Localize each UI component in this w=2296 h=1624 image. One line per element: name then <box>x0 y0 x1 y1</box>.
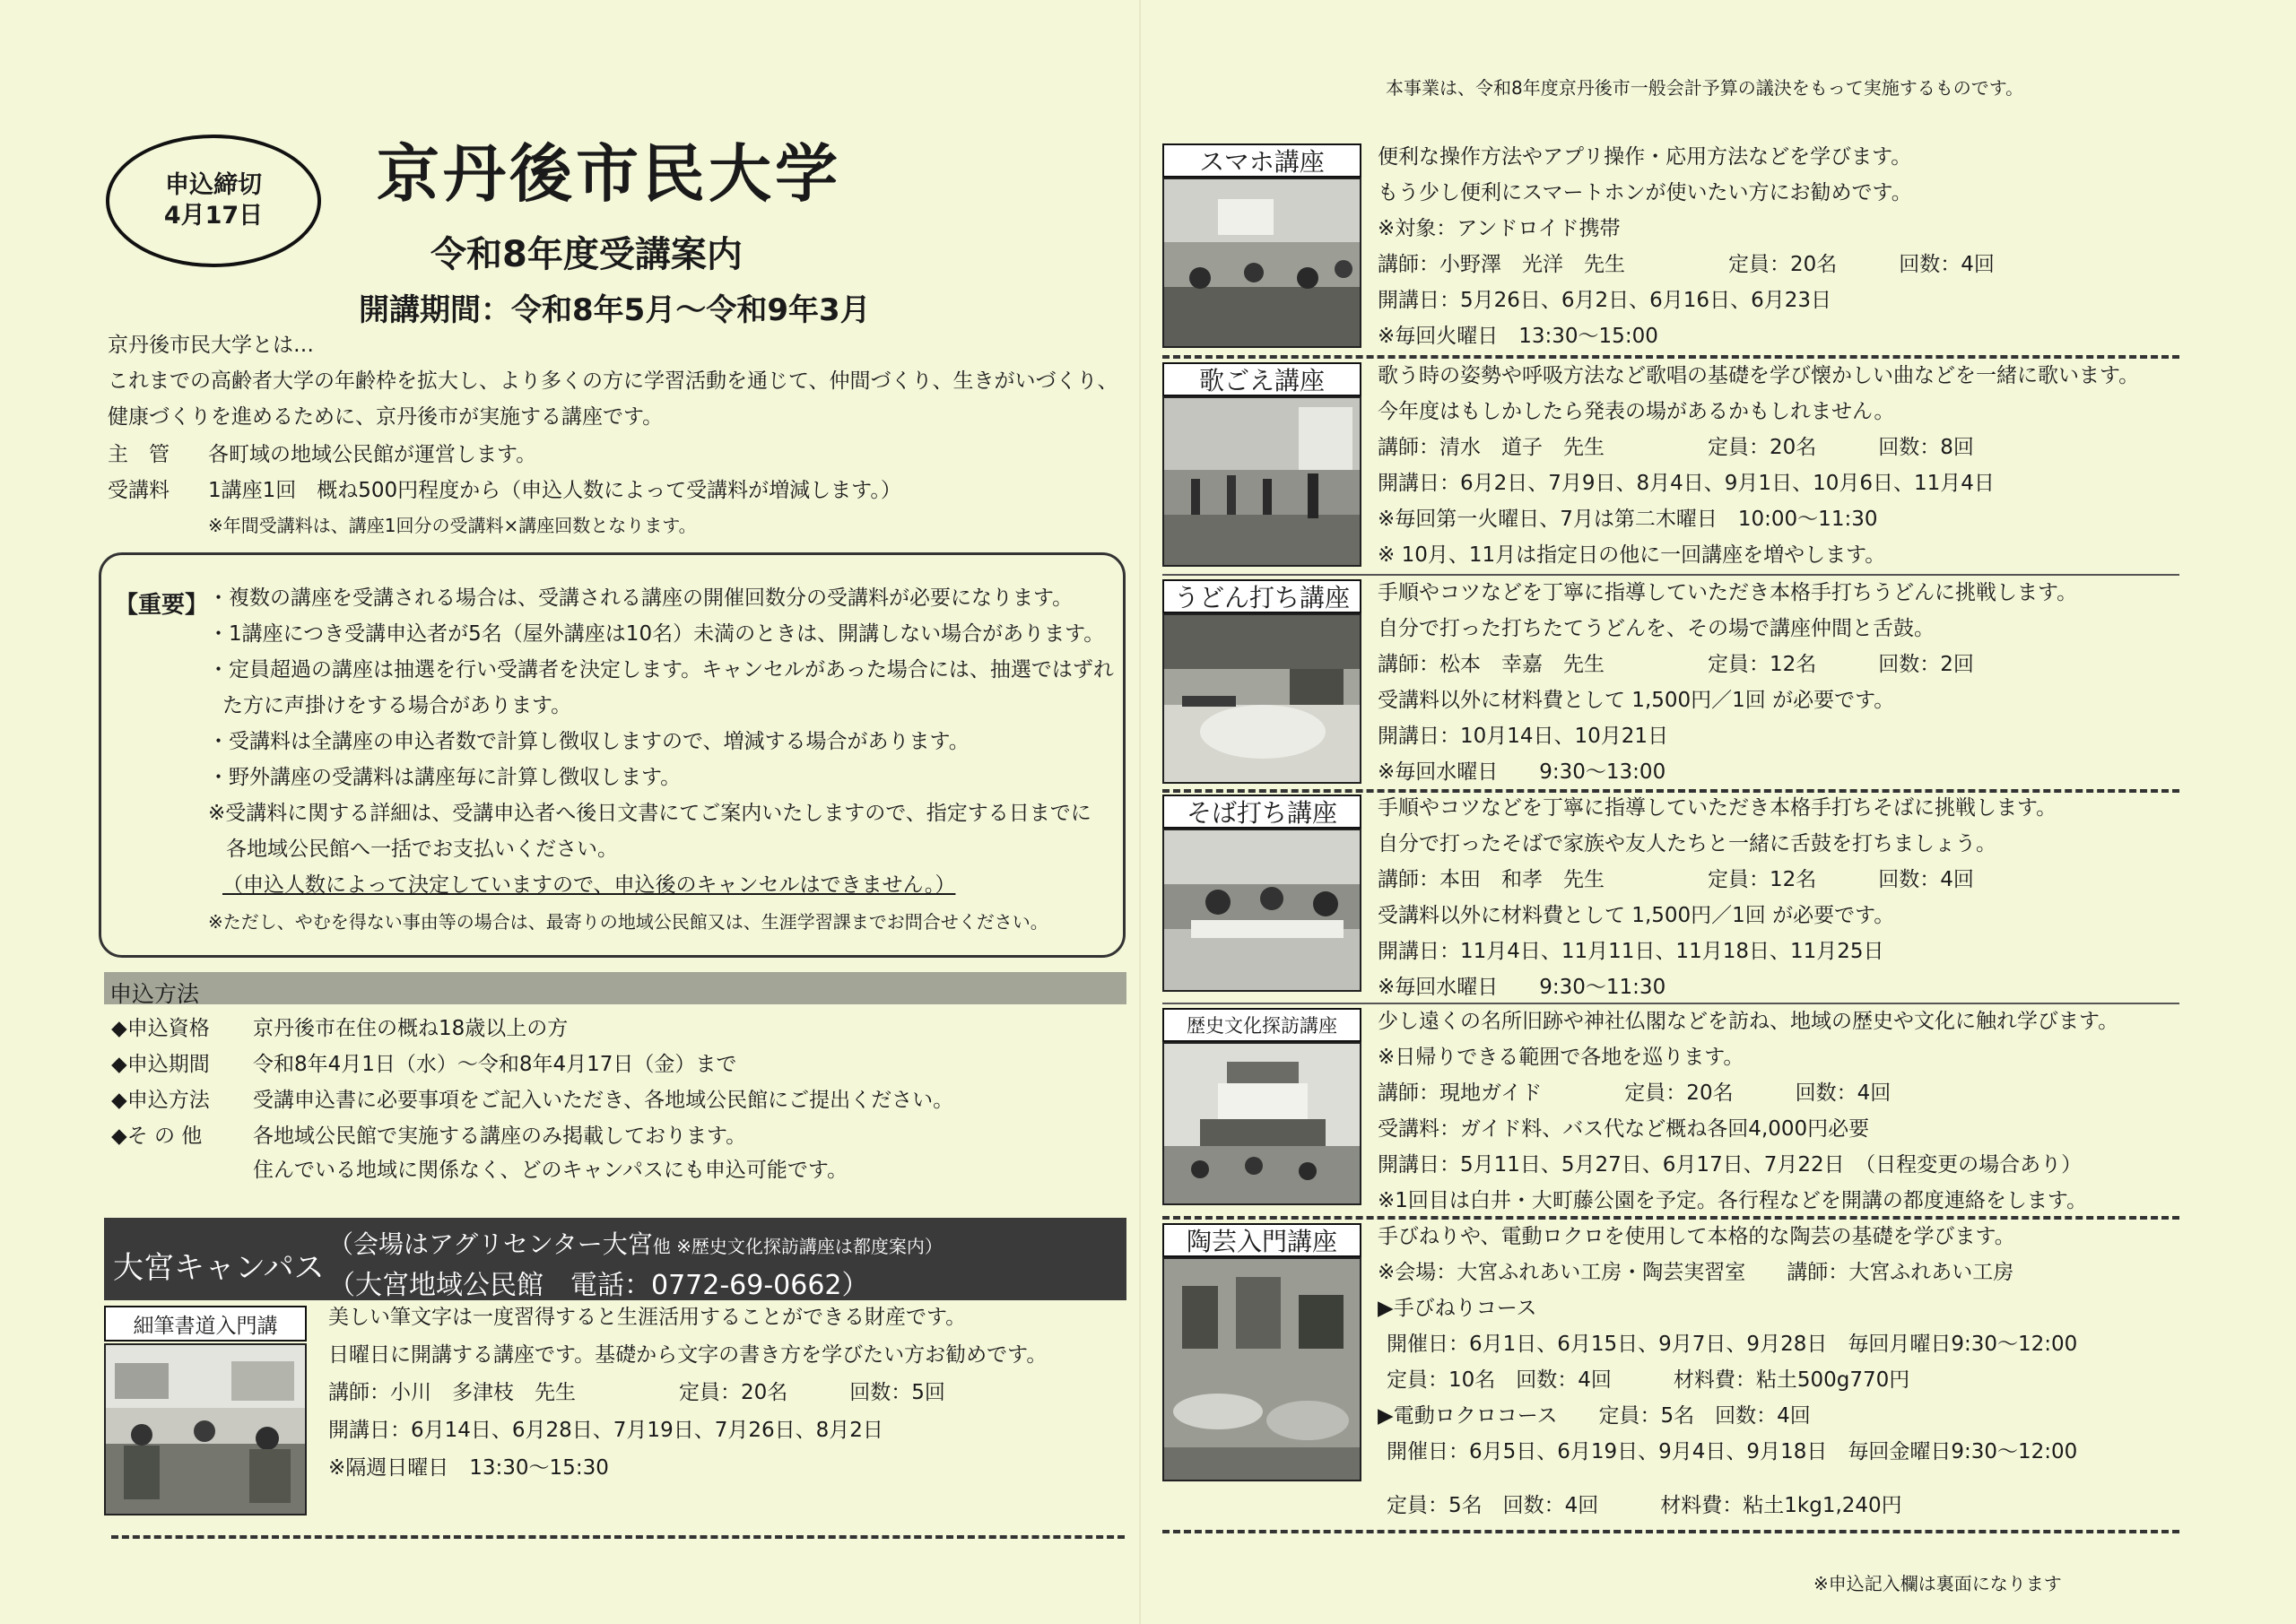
course-line: 手順やコツなどを丁寧に指導していただき本格手打ちうどんに挑戦します。 <box>1378 581 2078 604</box>
course-line: 開催日：6月5日、6月19日、9月4日、9月18日 毎回金曜日9:30～12:00 <box>1387 1440 2078 1463</box>
course-line: ▶電動ロクロコース 定員：5名 回数：4回 <box>1378 1404 1811 1428</box>
course-line: 講師：小野澤 光洋 先生 定員：20名 回数：4回 <box>1378 253 1995 276</box>
divider <box>1162 1003 2179 1004</box>
host-label: 主 管 <box>108 443 170 466</box>
soba-photo <box>1162 829 1361 992</box>
important-item: ・1講座につき受講申込者が5名（屋外講座は10名）未満のときは、開講しない場合があります。 <box>208 622 1105 646</box>
udon-photo <box>1162 613 1361 784</box>
course-line: 少し遠くの名所旧跡や神社仏閣などを訪ね、地域の歴史や文化に触れ学びます。 <box>1378 1010 2119 1033</box>
apply-bar <box>104 972 1126 1007</box>
course-title: 陶芸入門講座 <box>1162 1223 1361 1257</box>
campus-venue-text: （会場はアグリセンター大宮 <box>328 1229 653 1259</box>
course-line: 開講日：6月2日、7月9日、8月4日、9月1日、10月6日、11月4日 <box>1378 472 1995 495</box>
course-line: 手順やコツなどを丁寧に指導していただき本格手打ちそばに挑戦します。 <box>1378 796 2057 820</box>
important-item: ※ただし、やむを得ない事由等の場合は、最寄りの地域公民館又は、生涯学習課までお問合せください。 <box>208 911 1048 933</box>
page-title: 京丹後市民大学 <box>377 137 841 211</box>
course-line: 日曜日に開講する講座です。基礎から文字の書き方を学びたい方お勧めです。 <box>328 1343 1048 1367</box>
course-line: 講師：清水 道子 先生 定員：20名 回数：8回 <box>1378 436 1974 459</box>
course-line: 講師：本田 和孝 先生 定員：12名 回数：4回 <box>1378 868 1974 891</box>
campus-name: 大宮キャンパス <box>113 1250 325 1286</box>
course-line: ※毎回水曜日 9:30～13:00 <box>1378 760 1666 784</box>
important-item: ・複数の講座を受講される場合は、受講される講座の開催回数分の受講料が必要になります。 <box>208 586 1074 610</box>
course-title: そば打ち講座 <box>1162 795 1361 829</box>
course-title: うどん打ち講座 <box>1162 579 1361 613</box>
calligraphy-photo <box>104 1343 307 1515</box>
castle-photo <box>1162 1042 1361 1205</box>
course-line: 自分で打った打ちたてうどんを、その場で講座仲間と舌鼓。 <box>1378 617 1935 640</box>
course-title: 歌ごえ講座 <box>1162 362 1361 396</box>
course-line: 開講日：5月26日、6月2日、6月16日、6月23日 <box>1378 289 1831 312</box>
course-line: 美しい筆文字は一度習得すると生涯活用することができる財産です。 <box>328 1306 967 1329</box>
apply-extra: 住んでいる地域に関係なく、どのキャンパスにも申込可能です。 <box>253 1159 848 1182</box>
deadline-date: 4月17日 <box>163 202 264 230</box>
divider <box>111 1535 1125 1539</box>
course-line: ※ 10月、11月は指定日の他に一回講座を増やします。 <box>1378 543 1886 567</box>
course-line: ※隔週日曜日 13:30～15:30 <box>328 1456 609 1480</box>
course-line: 定員：5名 回数：4回 材料費：粘土1kg1,240円 <box>1387 1494 1902 1517</box>
host-value: 各町域の地域公民館が運営します。 <box>208 443 537 466</box>
course-line: ▶手びねりコース <box>1378 1297 1537 1320</box>
course-line: 受講料以外に材料費として 1,500円／1回 が必要です。 <box>1378 904 1895 927</box>
course-line: 開講日：6月14日、6月28日、7月19日、7月26日、8月2日 <box>328 1419 883 1442</box>
course-line: 自分で打ったそばで家族や友人たちと一緒に舌鼓を打ちましょう。 <box>1378 832 1996 855</box>
fee-value: 1講座1回 概ね500円程度から（申込人数によって受講料が増減します。） <box>208 479 901 502</box>
course-line: 開講日：5月11日、5月27日、6月17日、7月22日 （日程変更の場合あり） <box>1378 1153 2083 1177</box>
course-line: 歌う時の姿勢や呼吸方法など歌唱の基礎を学び懐かしい曲などを一緒に歌います。 <box>1378 364 2140 387</box>
fee-note: ※年間受講料は、講座1回分の受講料×講座回数となります。 <box>208 515 697 536</box>
course-line: 受講料：ガイド料、バス代など概ね各回4,000円必要 <box>1378 1117 1870 1141</box>
important-item: 各地域公民館へ一括でお支払いください。 <box>226 838 618 861</box>
budget-note: 本事業は、令和8年度京丹後市一般会計予算の議決をもって実施するものです。 <box>1386 77 2024 99</box>
important-item: た方に声掛けをする場合があります。 <box>222 694 572 717</box>
apply-value: 各地域公民館で実施する講座のみ掲載しております。 <box>253 1125 747 1148</box>
course-line: ※1回目は白井・大町藤公園を予定。各行程などを開講の都度連絡をします。 <box>1378 1189 2088 1212</box>
apply-label: ◆申込資格 <box>111 1017 210 1040</box>
course-line: ※会場：大宮ふれあい工房・陶芸実習室 講師：大宮ふれあい工房 <box>1378 1261 2014 1284</box>
campus-contact: （大宮地域公民館 電話：0772-69-0662） <box>328 1270 869 1301</box>
intro-line: これまでの高齢者大学の年齢枠を拡大し、より多くの方に学習活動を通じて、仲間づくり、生きがいづくり、 <box>108 369 1118 393</box>
soba-photo-art <box>1164 830 1361 992</box>
important-item: ・野外講座の受講料は講座毎に計算し徴収します。 <box>208 766 682 789</box>
center-fold <box>1139 0 1141 1624</box>
important-item: ・受講料は全講座の申込者数で計算し徴収しますので、増減する場合があります。 <box>208 730 970 753</box>
campus-venue-note: 他 ※歴史文化探訪講座は都度案内） <box>652 1236 943 1257</box>
apply-value: 受講申込書に必要事項をご記入いただき、各地域公民館にご提出ください。 <box>253 1089 954 1112</box>
calligraphy-photo-art <box>106 1345 307 1515</box>
important-label: 【重要】 <box>115 592 209 619</box>
important-box <box>99 552 1126 958</box>
course-line: 定員：10名 回数：4回 材料費：粘土500g770円 <box>1387 1368 1910 1392</box>
course-period: 開講期間：令和8年5月～令和9年3月 <box>359 292 871 328</box>
course-line: 便利な操作方法やアプリ操作・応用方法などを学びます。 <box>1378 145 1912 169</box>
singing-photo-art <box>1164 398 1361 567</box>
divider <box>1162 574 2179 576</box>
course-line: ※毎回火曜日 13:30～15:00 <box>1378 325 1658 348</box>
course-line: 開講日：10月14日、10月21日 <box>1378 725 1669 748</box>
course-line: ※毎回水曜日 9:30～11:30 <box>1378 976 1666 999</box>
page-subtitle: 令和8年度受講案内 <box>430 234 743 275</box>
apply-label: ◆そ の 他 <box>111 1125 203 1148</box>
footer-note: ※申込記入欄は裏面になります <box>1813 1573 2062 1594</box>
udon-photo-art <box>1164 615 1361 784</box>
course-line: 講師：小川 多津枝 先生 定員：20名 回数：5回 <box>328 1381 945 1404</box>
course-line: ※毎回第一火曜日、7月は第二木曜日 10:00～11:30 <box>1378 508 1878 531</box>
campus-venue <box>328 1225 943 1261</box>
divider <box>1162 355 2179 359</box>
course-line: 講師：松本 幸嘉 先生 定員：12名 回数：2回 <box>1378 653 1974 676</box>
course-title: スマホ講座 <box>1162 143 1361 178</box>
deadline-oval <box>106 135 321 267</box>
important-item: ・定員超過の講座は抽選を行い受講者を決定します。キャンセルがあった場合には、抽選ではずれ <box>208 658 1114 682</box>
apply-value: 令和8年4月1日（水）～令和8年4月17日（金）まで <box>253 1053 737 1076</box>
divider <box>1162 1530 2179 1533</box>
intro-line: 健康づくりを進めるために、京丹後市が実施する講座です。 <box>108 405 664 429</box>
course-line: ※対象：アンドロイド携帯 <box>1378 217 1621 240</box>
castle-photo-art <box>1164 1044 1361 1205</box>
apply-heading: 申込方法 <box>109 981 200 1007</box>
singing-photo <box>1162 396 1361 567</box>
course-line: 開講日：11月4日、11月11日、11月18日、11月25日 <box>1378 940 1884 963</box>
important-item: （申込人数によって決定していますので、申込後のキャンセルはできません。） <box>222 873 956 897</box>
apply-value: 京丹後市在住の概ね18歳以上の方 <box>253 1017 569 1040</box>
course-line: ※日帰りできる範囲で各地を巡ります。 <box>1378 1046 1744 1069</box>
fee-label: 受講料 <box>108 479 170 502</box>
course-title: 細筆書道入門講 <box>104 1306 307 1342</box>
campus-banner <box>104 1218 1126 1300</box>
course-line: 手びねりや、電動ロクロを使用して本格的な陶芸の基礎を学びます。 <box>1378 1225 2015 1248</box>
deadline-label: 申込締切 <box>165 171 262 200</box>
course-title: 歴史文化探訪講座 <box>1162 1008 1361 1042</box>
intro-heading: 京丹後市民大学とは… <box>108 334 314 357</box>
smartphone-photo <box>1162 178 1361 348</box>
course-line: 開催日：6月1日、6月15日、9月7日、9月28日 毎回月曜日9:30～12:00 <box>1387 1333 2078 1356</box>
apply-label: ◆申込期間 <box>111 1053 210 1076</box>
divider <box>1162 1216 2179 1220</box>
course-line: 講師：現地ガイド 定員：20名 回数：4回 <box>1378 1081 1892 1105</box>
important-item: ※受講料に関する詳細は、受講申込者へ後日文書にてご案内いたしますので、指定する日までに <box>208 802 1091 825</box>
pottery-photo-art <box>1164 1259 1361 1481</box>
course-line: 受講料以外に材料費として 1,500円／1回 が必要です。 <box>1378 689 1895 712</box>
course-line: 今年度はもしかしたら発表の場があるかもしれません。 <box>1378 400 1895 423</box>
apply-label: ◆申込方法 <box>111 1089 210 1112</box>
divider <box>1162 789 2179 793</box>
smartphone-photo-art <box>1164 179 1361 348</box>
pottery-photo <box>1162 1257 1361 1481</box>
course-line: もう少し便利にスマートホンが使いたい方にお勧めです。 <box>1378 181 1912 204</box>
